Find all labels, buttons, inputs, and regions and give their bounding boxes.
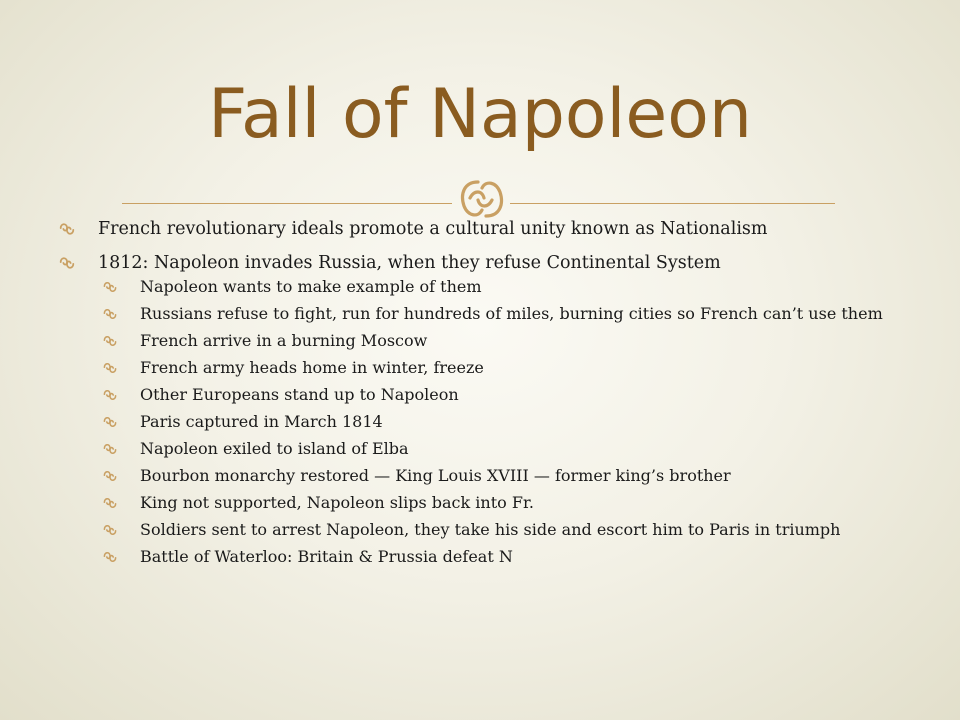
sub-bullet-text: Battle of Waterloo: Britain & Prussia defeat N <box>140 547 513 566</box>
title-divider-right <box>510 203 835 204</box>
curl-sub-bullet-icon <box>102 441 118 457</box>
sub-bullet-item <box>58 332 908 350</box>
curl-sub-bullet-icon <box>102 414 118 430</box>
sub-bullet-item <box>58 521 908 539</box>
sub-bullet-text: Bourbon monarchy restored — King Louis XVIII — former king’s brother <box>140 466 731 485</box>
curl-sub-bullet-icon <box>102 468 118 484</box>
bullet-item <box>58 218 908 240</box>
bullet-item <box>58 252 908 566</box>
title-divider-left <box>122 203 452 204</box>
curl-sub-bullet-icon <box>102 522 118 538</box>
slide-title: Fall of Napoleon <box>208 75 752 154</box>
sub-bullet-item <box>58 386 908 404</box>
sub-bullet-item <box>58 278 908 296</box>
bullet-text: 1812: Napoleon invades Russia, when they refuse Continental System <box>98 253 721 273</box>
sub-bullet-text: Soldiers sent to arrest Napoleon, they take his side and escort him to Paris in triumph <box>140 520 841 539</box>
sub-bullet-item <box>58 467 908 485</box>
sub-bullet-text: King not supported, Napoleon slips back into Fr. <box>140 493 534 512</box>
sub-bullet-text: Other Europeans stand up to Napoleon <box>140 385 459 404</box>
sub-bullet-item <box>58 413 908 431</box>
sub-bullet-item <box>58 440 908 458</box>
curl-sub-bullet-icon <box>102 549 118 565</box>
sub-bullet-list <box>98 278 908 566</box>
sub-bullet-item <box>58 548 908 566</box>
bullet-text: French revolutionary ideals promote a cultural unity known as Nationalism <box>98 219 768 239</box>
flourish-ornament-icon <box>456 176 506 222</box>
bullet-content <box>58 218 908 578</box>
sub-bullet-text: Russians refuse to fight, run for hundreds of miles, burning cities so French can’t use them <box>140 304 883 323</box>
bullet-list <box>58 218 908 566</box>
sub-bullet-text: Napoleon exiled to island of Elba <box>140 439 409 458</box>
curl-sub-bullet-icon <box>102 333 118 349</box>
sub-bullet-item <box>58 494 908 512</box>
curl-sub-bullet-icon <box>102 306 118 322</box>
curl-sub-bullet-icon <box>102 495 118 511</box>
curl-sub-bullet-icon <box>102 387 118 403</box>
sub-bullet-text: French army heads home in winter, freeze <box>140 358 484 377</box>
curl-sub-bullet-icon <box>102 279 118 295</box>
curl-sub-bullet-icon <box>102 360 118 376</box>
sub-bullet-text: Paris captured in March 1814 <box>140 412 383 431</box>
sub-bullet-text: Napoleon wants to make example of them <box>140 277 482 296</box>
curl-bullet-icon <box>58 254 76 272</box>
sub-bullet-text: French arrive in a burning Moscow <box>140 331 428 350</box>
curl-bullet-icon <box>58 220 76 238</box>
sub-bullet-item <box>58 305 908 323</box>
sub-bullet-item <box>58 359 908 377</box>
